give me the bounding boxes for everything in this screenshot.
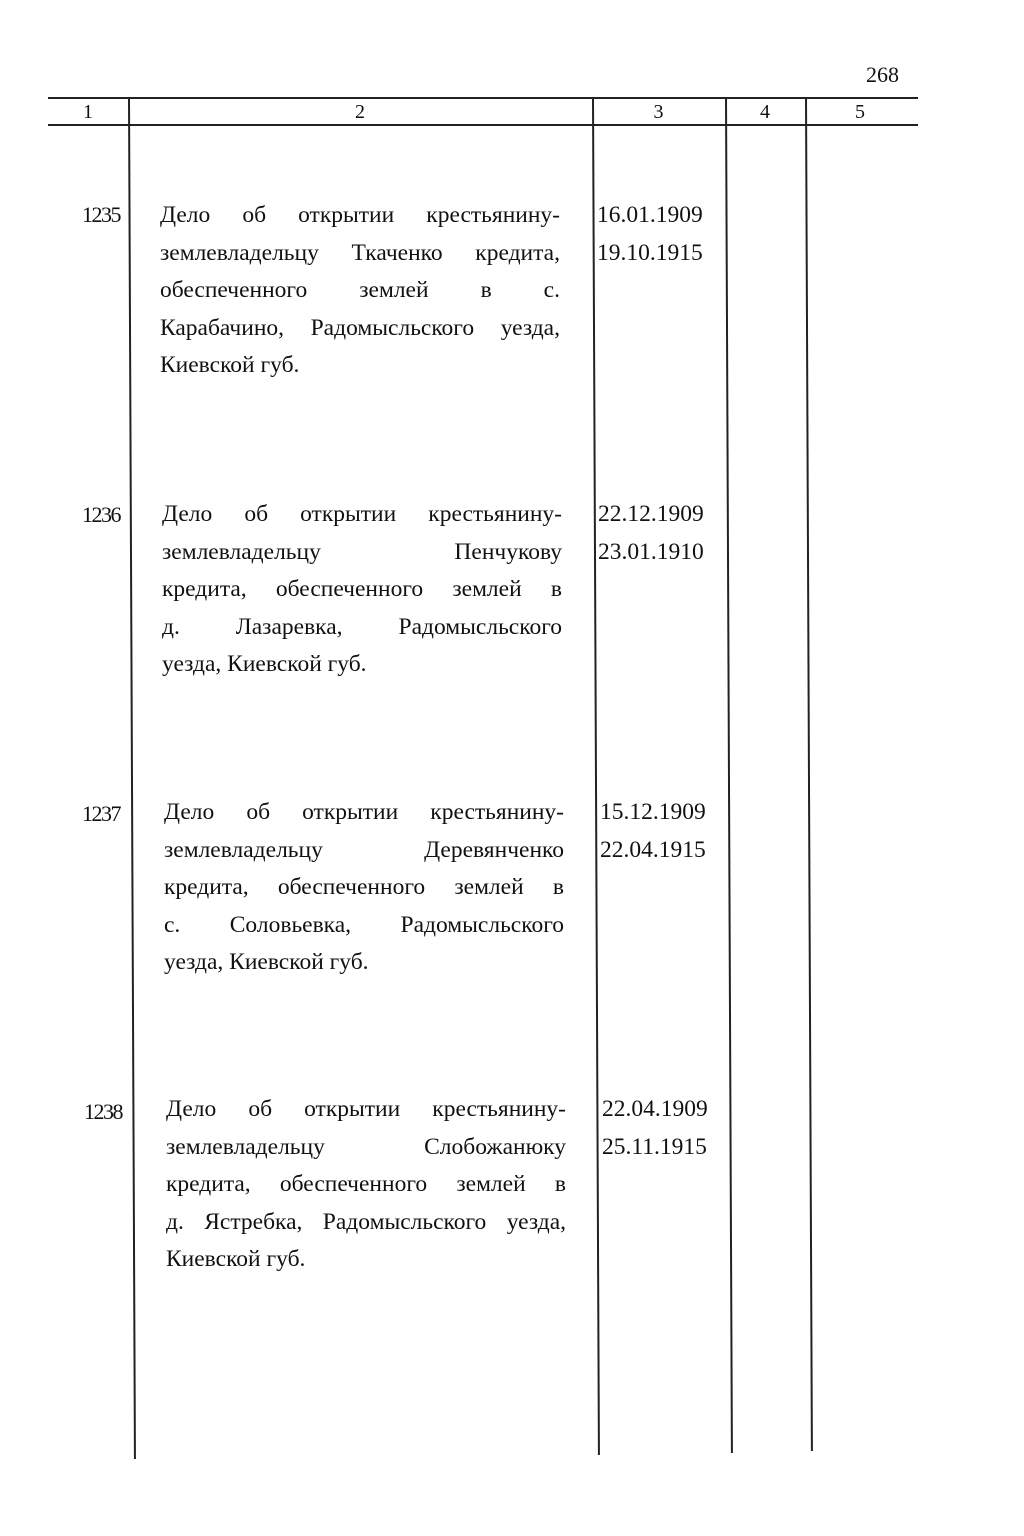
start-date: 22.04.1909 — [602, 1096, 708, 1122]
column-divider — [725, 97, 733, 1453]
entry-dates — [602, 1091, 708, 1166]
end-date: 22.04.1915 — [600, 836, 706, 863]
end-date: 19.10.1915 — [597, 239, 703, 266]
page-number: 268 — [866, 62, 899, 87]
entry-number: 1236 — [82, 502, 120, 527]
description-line: Дело об открытии крестьянину- — [160, 202, 560, 228]
column-header-3: 3 — [653, 101, 664, 123]
entry-dates — [598, 496, 704, 571]
entry-dates — [600, 794, 706, 869]
entry-number: 1237 — [82, 801, 120, 826]
description-line: уезда, Киевской губ. — [162, 651, 367, 677]
start-date: 15.12.1909 — [600, 799, 706, 825]
description-line: землевладельцу Слобожанюку — [166, 1133, 566, 1160]
description-line: Киевской губ. — [160, 352, 300, 378]
entry-dates — [597, 197, 703, 272]
description-line: Дело об открытии крестьянину- — [162, 501, 562, 527]
description-line: землевладельцу Деревянченко — [164, 836, 564, 863]
description-line: Дело об открытии крестьянину- — [166, 1096, 566, 1122]
description-line: кредита, обеспеченного землей в — [166, 1171, 566, 1197]
description-line: д. Лазаревка, Радомысльского — [162, 613, 562, 640]
table-top-rule — [48, 97, 918, 99]
column-divider — [592, 97, 600, 1455]
column-divider — [128, 97, 136, 1459]
header-bottom-rule — [48, 124, 918, 126]
end-date: 23.01.1910 — [598, 538, 704, 565]
description-line: Карабачино, Радомысльского уезда, — [160, 314, 560, 341]
description-line: Киевской губ. — [166, 1246, 306, 1272]
entry-description — [166, 1091, 566, 1279]
entry-number: 1235 — [82, 202, 120, 227]
end-date: 25.11.1915 — [602, 1133, 707, 1160]
entry-number: 1238 — [84, 1099, 122, 1124]
description-line: кредита, обеспеченного землей в — [164, 874, 564, 900]
description-line: Дело об открытии крестьянину- — [164, 799, 564, 825]
entry-description — [162, 496, 562, 684]
description-line: землевладельцу Пенчукову — [162, 538, 562, 565]
description-line: уезда, Киевской губ. — [164, 949, 369, 975]
start-date: 22.12.1909 — [598, 501, 704, 527]
column-header-1: 1 — [83, 101, 93, 123]
description-line: кредита, обеспеченного землей в — [162, 576, 562, 602]
entry-description — [160, 197, 560, 385]
column-header-5: 5 — [855, 101, 865, 123]
description-line: обеспеченного землей в с. — [160, 277, 560, 303]
entry-description — [164, 794, 564, 982]
description-line: д. Ястребка, Радомысльского уезда, — [166, 1208, 566, 1235]
column-divider — [805, 97, 813, 1451]
description-line: землевладельцу Ткаченко кредита, — [160, 239, 560, 266]
column-header-4: 4 — [760, 101, 770, 123]
column-header-2: 2 — [355, 101, 365, 123]
start-date: 16.01.1909 — [597, 202, 703, 228]
description-line: с. Соловьевка, Радомысльского — [164, 911, 564, 938]
